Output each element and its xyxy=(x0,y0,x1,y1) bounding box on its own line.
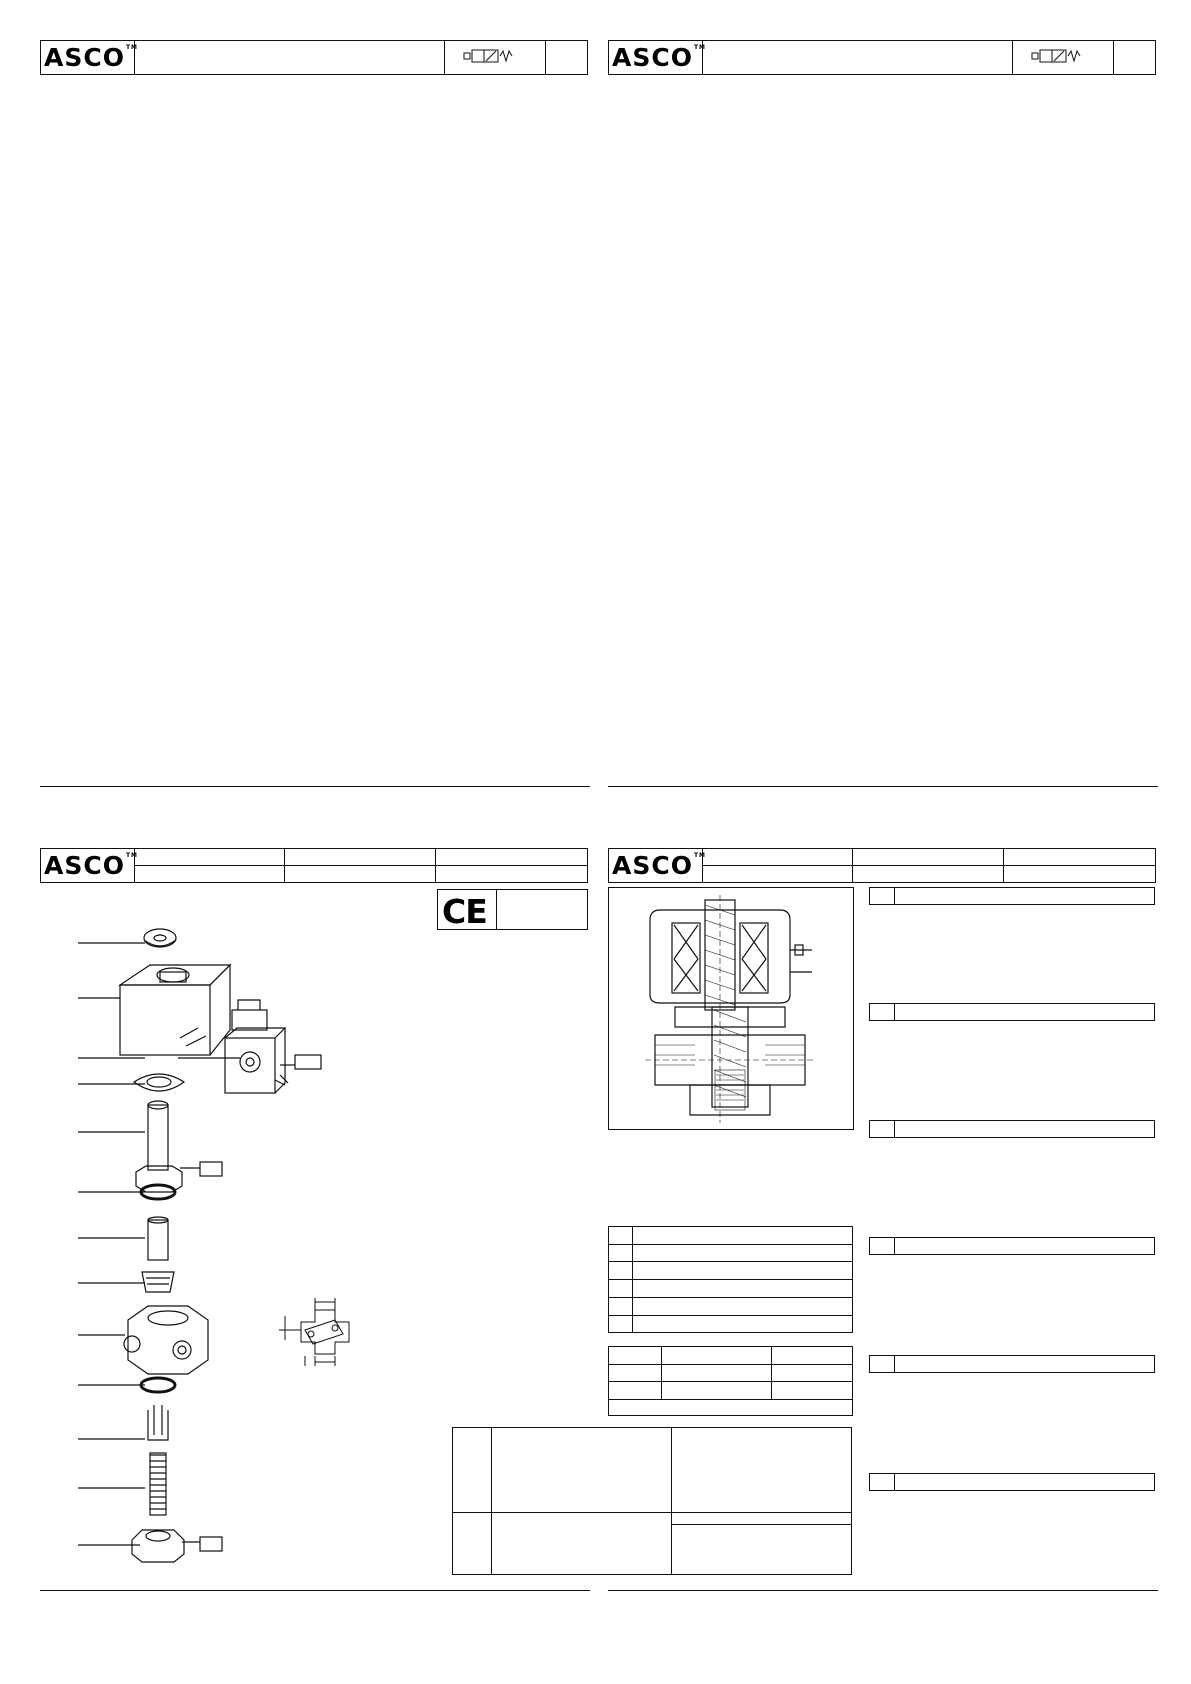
section-number-cell xyxy=(870,1238,895,1254)
info-table xyxy=(452,1427,852,1575)
divider xyxy=(608,1399,853,1400)
divider xyxy=(491,1427,492,1575)
divider xyxy=(608,1297,853,1298)
section-number-cell xyxy=(870,888,895,904)
section-number-cell xyxy=(870,1004,895,1020)
ce-mark-icon: CE xyxy=(442,892,487,931)
divider xyxy=(1012,40,1013,75)
divider xyxy=(545,40,546,75)
divider xyxy=(771,1346,772,1399)
divider xyxy=(444,40,445,75)
valve-symbol-icon xyxy=(1030,47,1090,67)
divider xyxy=(608,1381,853,1382)
asco-logo: ASCO™ xyxy=(44,43,139,72)
divider xyxy=(702,865,1156,866)
divider xyxy=(608,1261,853,1262)
section-header xyxy=(869,1473,1155,1491)
section-number-cell xyxy=(870,1356,895,1372)
divider xyxy=(1113,40,1114,75)
divider xyxy=(608,1315,853,1316)
divider xyxy=(134,865,588,866)
asco-logo: ASCO™ xyxy=(612,43,707,72)
panel-rule xyxy=(40,1590,590,1591)
exploded-parts-drawing xyxy=(70,910,350,1590)
divider xyxy=(608,1279,853,1280)
divider xyxy=(134,40,135,75)
divider xyxy=(452,1512,852,1513)
section-number-cell xyxy=(870,1121,895,1137)
asco-logo: ASCO™ xyxy=(44,851,139,880)
panel-rule xyxy=(608,786,1158,787)
valve-cross-section-drawing xyxy=(640,895,830,1125)
divider xyxy=(702,40,703,75)
asco-logo: ASCO™ xyxy=(612,851,707,880)
divider xyxy=(608,1364,853,1365)
divider xyxy=(496,889,497,930)
section-header xyxy=(869,1237,1155,1255)
panel-rule xyxy=(40,786,590,787)
section-number-cell xyxy=(870,1474,895,1490)
section-header xyxy=(869,1003,1155,1021)
divider xyxy=(671,1427,672,1575)
divider xyxy=(608,1244,853,1245)
valve-symbol-icon xyxy=(462,47,522,67)
section-header xyxy=(869,887,1155,905)
divider xyxy=(671,1524,852,1525)
section-header xyxy=(869,1355,1155,1373)
divider xyxy=(661,1346,662,1399)
mounting-dimension-drawing xyxy=(275,1290,375,1370)
section-header xyxy=(869,1120,1155,1138)
panel-rule xyxy=(608,1590,1158,1591)
